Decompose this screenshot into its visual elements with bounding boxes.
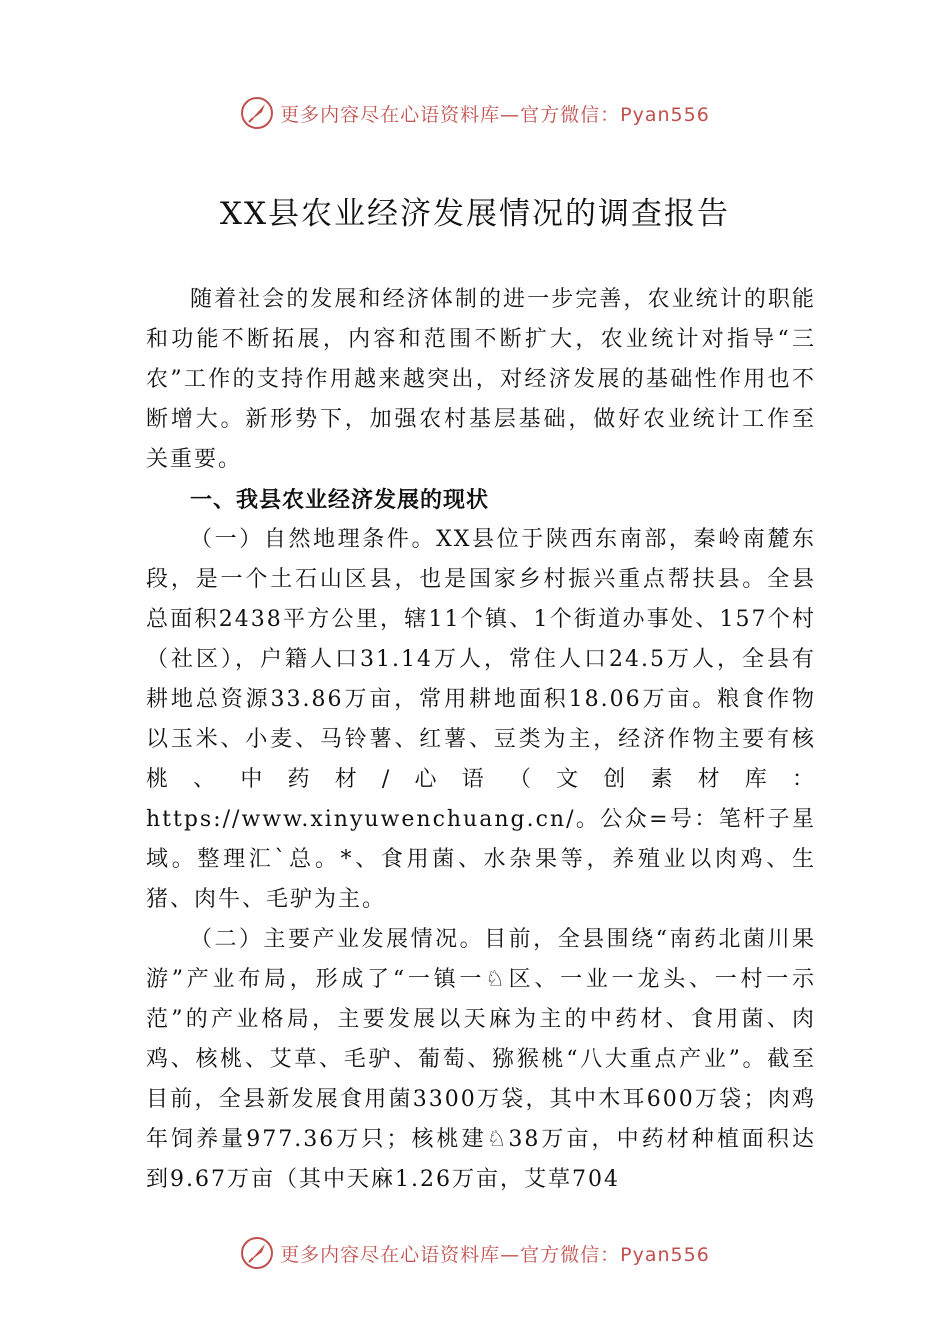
watermark-text: 更多内容尽在心语资料库—官方微信：Pyan556 [280,103,710,126]
paragraph-lead: （一）自然地理条件。 [190,527,437,552]
watermark-text: 更多内容尽在心语资料库—官方微信：Pyan556 [280,1243,710,1266]
document-body [146,280,816,1200]
watermark-footer [0,1236,950,1270]
paragraph-text: XX县位于陕西东南部，秦岭南麓东段，是一个土石山区县，也是国家乡村振兴重点帮扶县。全县总面积2438平方公里，辖11个镇、1个街道办事处、157个村（社区），户籍人口31.14万人，常住人口24.5万人，全县有耕地总资源33.86万亩，常用耕地面积18.06万亩。粮食作物以玉米、小麦、马铃薯、红薯、豆类为主，经济作物主要有核桃、中药材/心语（文创素材库：https://www.xinyuwenchuang.cn/。公众=号：笔杆子星域。整理汇`总。*、食用菌、水杂果等，养殖业以肉鸡、生猪、肉牛、毛驴为主。 [146,527,816,912]
section-heading: 一、我县农业经济发展的现状 [190,487,490,513]
quill-logo-icon [240,96,274,130]
watermark-header [0,96,950,130]
paragraph-text: 目前，全县围绕“南药北菌川果游”产业布局，形成了“一镇一♘区、一业一龙头、一村一示范”的产业格局，主要发展以天麻为主的中药材、食用菌、肉鸡、核桃、艾草、毛驴、葡萄、猕猴桃“八大重点产业”。截至目前，全县新发展食用菌3300万袋，其中木耳600万袋；肉鸡年饲养量977.36万只；核桃建♘38万亩，中药材种植面积达到9.67万亩（其中天麻1.26万亩，艾草704 [146,927,816,1192]
paragraph-natural-conditions [146,520,816,920]
page-title: XX县农业经济发展情况的调查报告 [219,196,731,232]
paragraph-lead: （二）主要产业发展情况。 [190,927,485,952]
intro-paragraph: 随着社会的发展和经济体制的进一步完善，农业统计的职能和功能不断拓展，内容和范围不断扩大，农业统计对指导“三农”工作的支持作用越来越突出，对经济发展的基础性作用也不断增大。新形势下，加强农村基层基础，做好农业统计工作至关重要。 [146,287,816,472]
quill-logo-icon [240,1236,274,1270]
paragraph-industry [146,920,816,1200]
